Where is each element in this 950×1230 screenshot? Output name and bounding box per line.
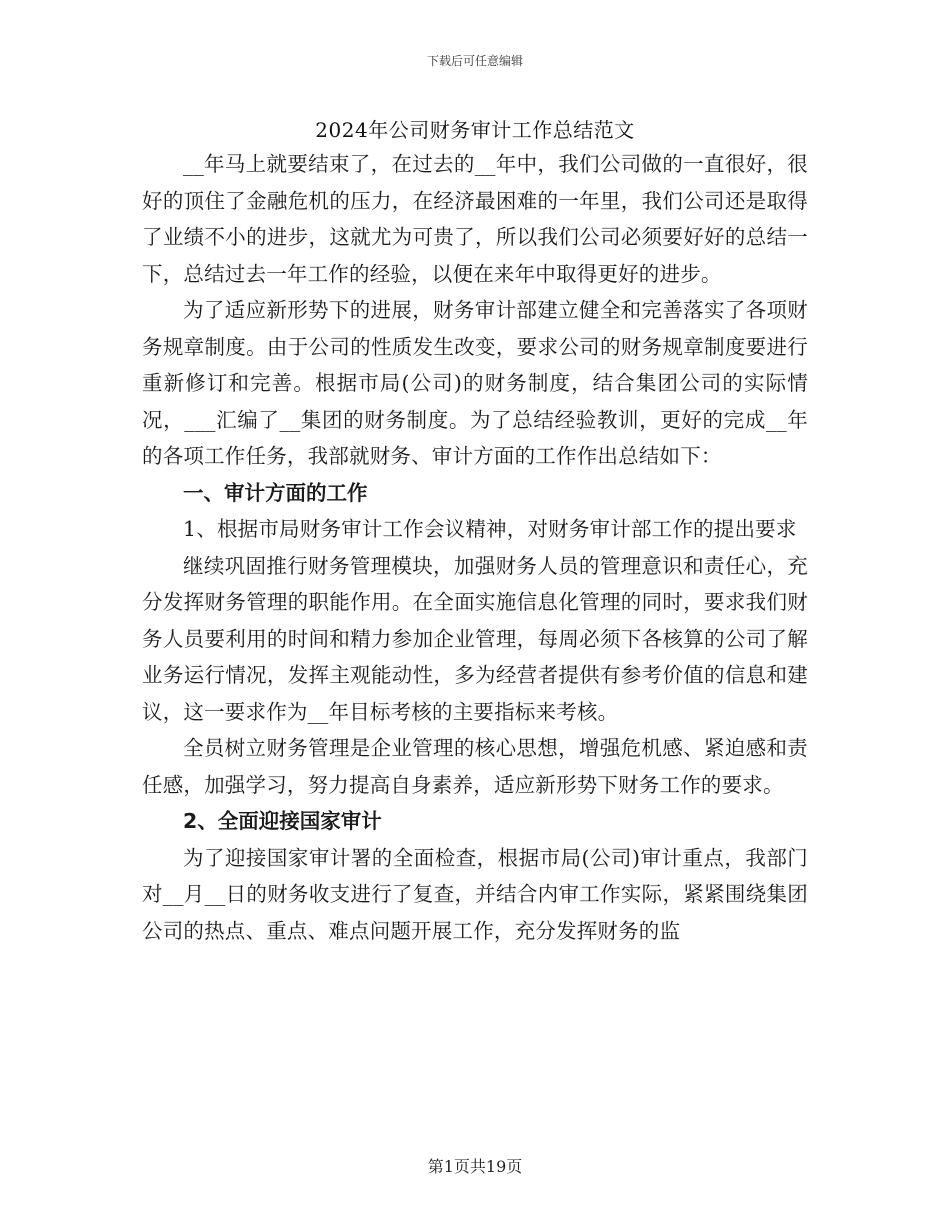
paragraph-national-audit: 为了迎接国家审计署的全面检查，根据市局(公司)审计重点，我部门对__月__日的财务收支进行了复查，并结合内审工作实际，紧紧围绕集团公司的热点、重点、难点问题开展工作，充分发挥财务的监 bbox=[142, 845, 808, 943]
document-body bbox=[142, 146, 808, 949]
document-title: 2024年公司财务审计工作总结范文 bbox=[315, 118, 635, 142]
page-footer: 第1页共19页 bbox=[427, 1157, 523, 1176]
paragraph-financial-management: 继续巩固推行财务管理模块，加强财务人员的管理意识和责任心，充分发挥财务管理的职能作用。在全面实施信息化管理的同时，要求我们财务人员要利用的时间和精力参加企业管理，每周必须下各核算的公司了解业务运行情况，发挥主观能动性，多为经营者提供有参考价值的信息和建议，这一要求作为__年目标考核的主要指标来考核。 bbox=[142, 553, 808, 724]
paragraph-regulations: 为了适应新形势下的进展，财务审计部建立健全和完善落实了各项财务规章制度。由于公司的性质发生改变，要求公司的财务规章制度要进行重新修订和完善。根据市局(公司)的财务制度，结合集团公司的实际情况，___汇编了__集团的财务制度。为了总结经验教训，更好的完成__年的各项工作任务，我部就财务、审计方面的工作作出总结如下： bbox=[142, 298, 808, 468]
section-heading-national-audit: 2、全面迎接国家审计 bbox=[183, 809, 382, 833]
section-heading-audit: 一、审计方面的工作 bbox=[183, 480, 368, 505]
paragraph-intro: __年马上就要结束了，在过去的__年中，我们公司做的一直很好，很好的顶住了金融危机的压力，在经济最困难的一年里，我们公司还是取得了业绩不小的进步，这就尤为可贵了，所以我们公司必须要好好的总结一下，总结过去一年工作的经验，以便在来年中取得更好的进步。 bbox=[142, 152, 808, 286]
subheading-requirements: 1、根据市局财务审计工作会议精神，对财务审计部工作的提出要求 bbox=[183, 517, 797, 541]
paragraph-all-staff: 全员树立财务管理是企业管理的核心思想，增强危机感、紧迫感和责任感，加强学习，努力提高自身素养，适应新形势下财务工作的要求。 bbox=[142, 736, 808, 797]
header-note: 下载后可任意编辑 bbox=[426, 54, 523, 68]
